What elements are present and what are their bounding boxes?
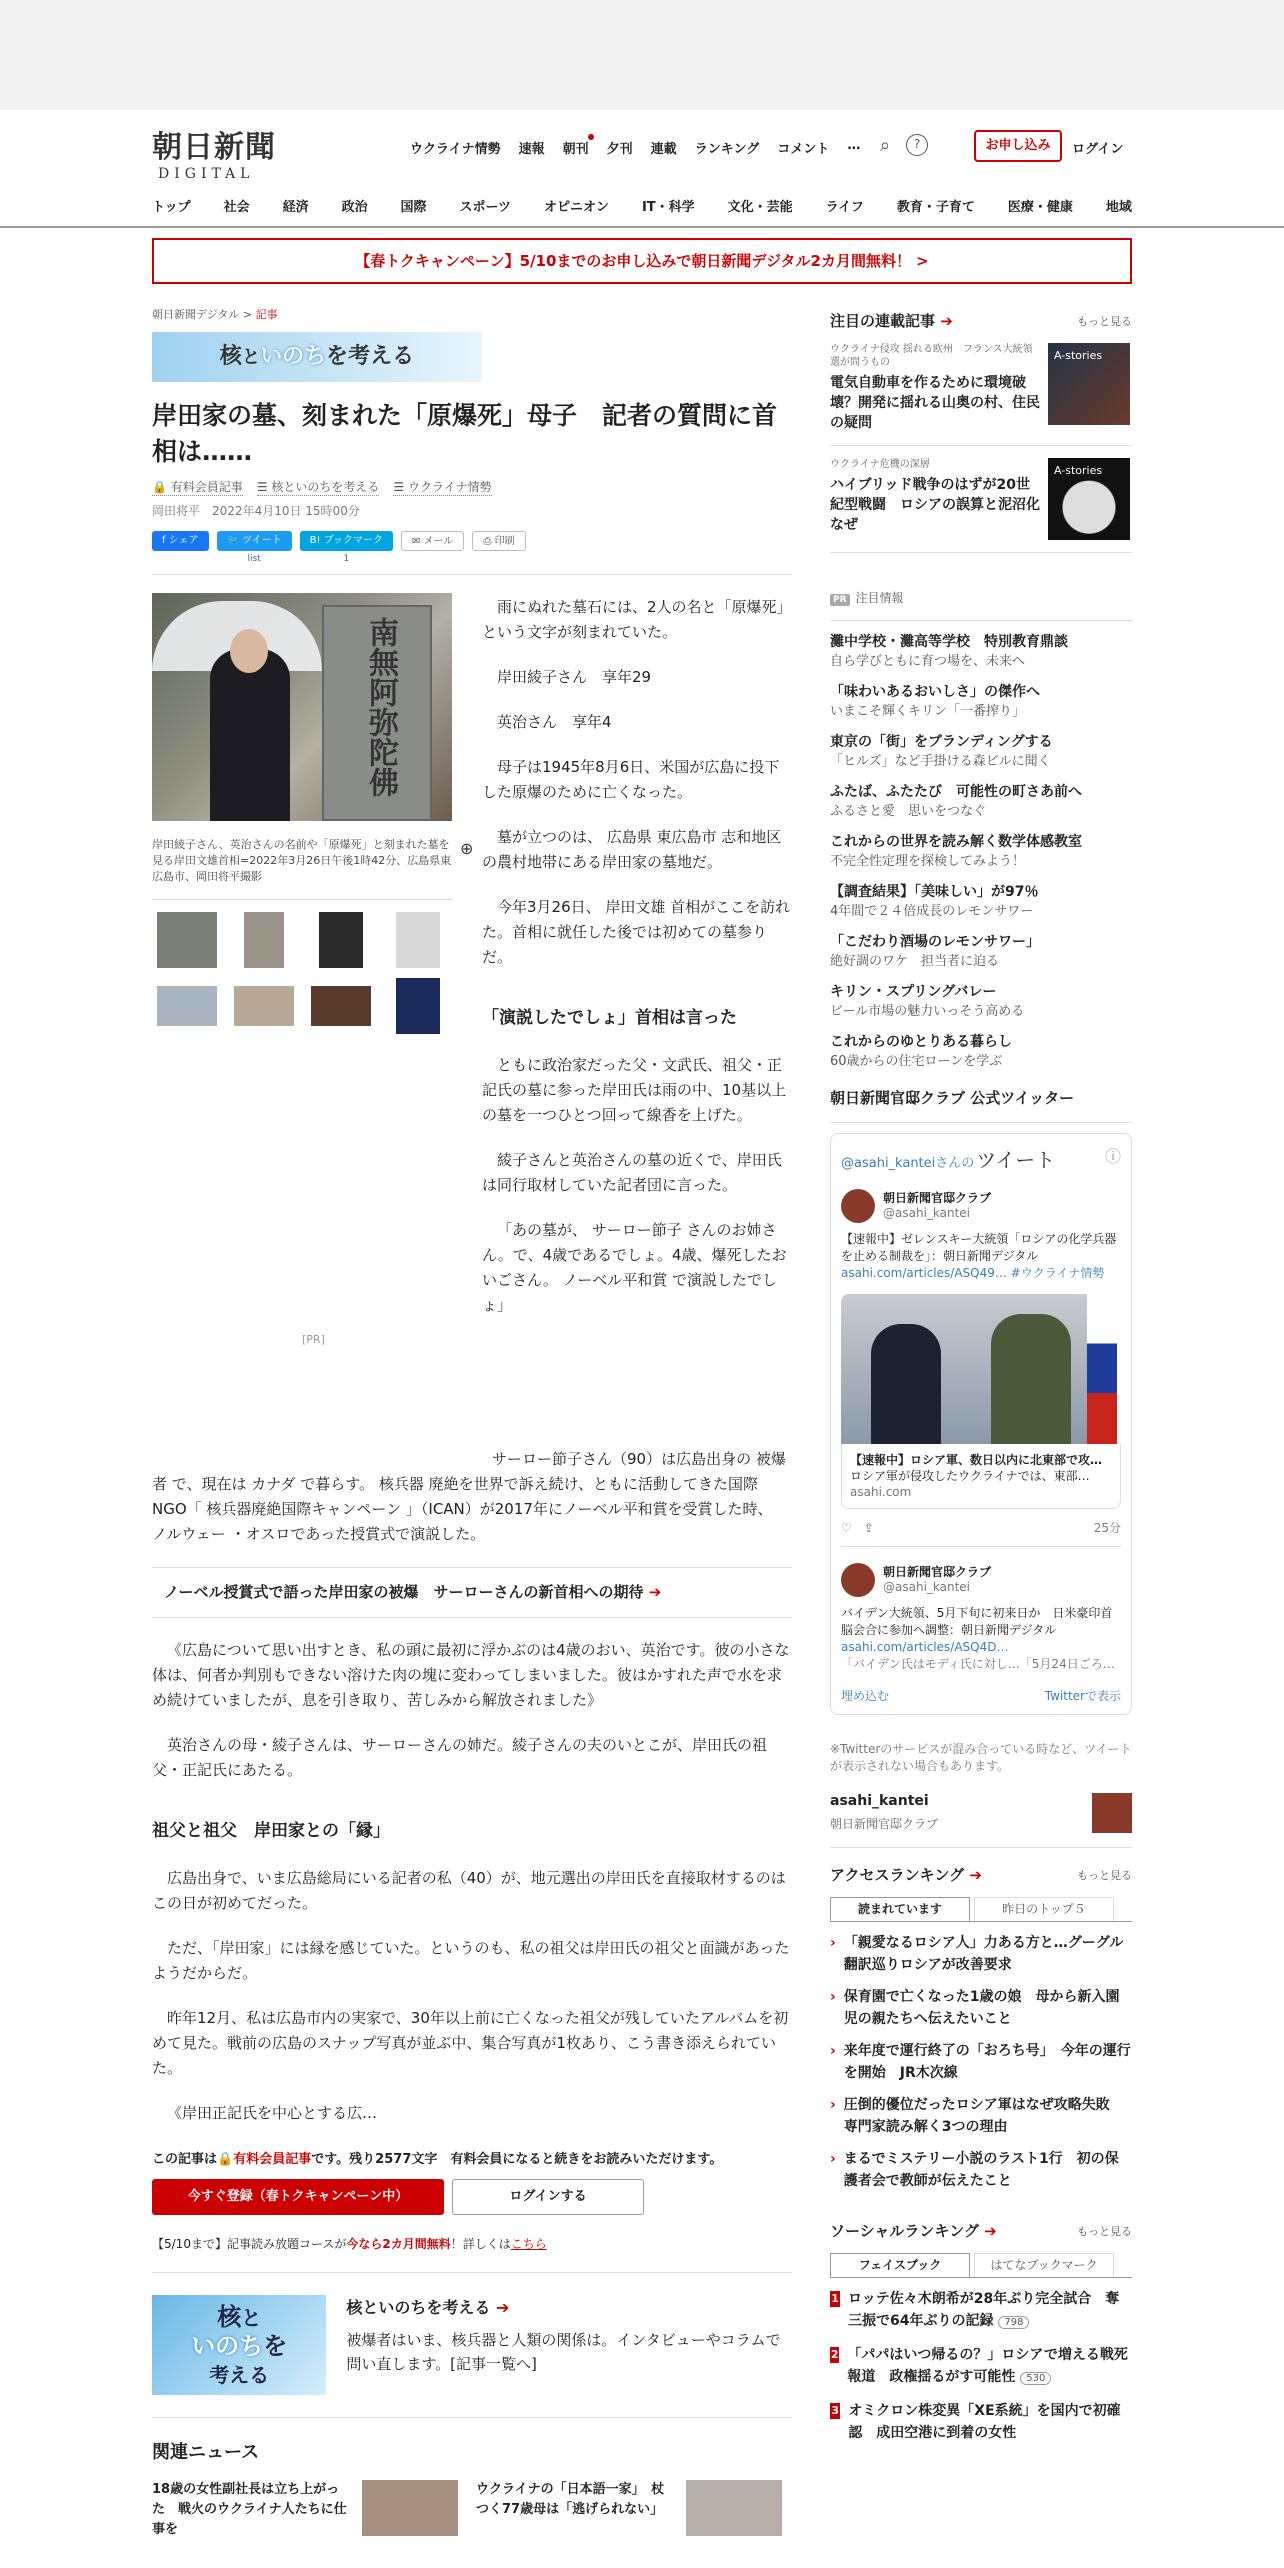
pr-notice-item[interactable]: 「こだわり酒場のレモンサワー」 絶好調のワケ 担当者に迫る [830,934,1040,969]
ranking-item[interactable]: › 「親愛なるロシア人」力ある方と…グーグル翻訳巡りロシアが改善要求 [830,1932,1132,1976]
chevron-right-icon: › [830,1935,836,1951]
photo-thumbnails [152,899,452,1034]
person-shape [991,1314,1071,1444]
hatena-bookmark-button[interactable]: B! ブックマーク [300,531,393,551]
breadcrumb-category[interactable]: 記事 [255,308,278,321]
pr-notice-item[interactable]: 灘中学校・灘高等学校 特別教育鼎談 自ら学びともに育つ場を、未来へ [830,634,1068,669]
article-body [152,1447,792,2126]
more-link[interactable]: もっと見る [1077,1868,1132,1882]
nav-top[interactable]: トップ [152,200,191,215]
paragraph: 昨年12月、私は広島市内の実家で、30年以上前に亡くなった祖父が残していたアルバムを初めて見た。戦前の広島のスナップ写真が並ぶ中、集合写真が1枚あり、こう書き添えられていた。 [152,2009,789,2077]
tag-ukraine[interactable]: ☰ ウクライナ情勢 [393,480,492,494]
login-link[interactable]: ログイン [1072,142,1124,157]
tab-facebook[interactable]: フェイスブック [830,2253,970,2277]
twitter-timeline [830,1133,1132,1715]
article-main [152,300,792,2540]
section-heading: 祖父と祖父 岸田家との「縁」 [152,1821,390,1841]
more-link[interactable]: もっと見る [1077,314,1132,328]
topnav-series[interactable]: 連載 [650,142,677,157]
asahi-logo[interactable]: 朝日新聞 DIGITAL [152,130,276,182]
campaign-banner[interactable]: 【春トクキャンペーン】5/10までのお申し込みで朝日新聞デジタル2カ月間無料！ > [152,238,1132,284]
view-on-twitter-link[interactable]: Twitterで表示 [1044,1689,1121,1703]
pr-notice-item[interactable]: 東京の「街」をブランディングする 「ヒルズ」など手掛ける森ビルに聞く [830,734,1053,769]
campaign-note: 【5/10まで】記事読み放題コースが今なら2カ月間無料！詳しくはこちら [152,2235,792,2273]
paragraph: 《岸田正記氏を中心とする広… [167,2104,378,2122]
series-promo-desc: 被爆者はいま、核兵器と人類の関係は。インタビューやコラムで問い直します。[記事一覧へ] [346,2331,781,2373]
print-button[interactable]: ⎙ 印刷 [472,531,525,551]
avatar [841,1189,875,1223]
face-shape [230,629,268,673]
ranking-item[interactable]: › 保育園で亡くなった1歳の娘 母から新入園児の親たちへ伝えたいこと [830,1986,1132,2030]
nav-politics[interactable]: 政治 [341,200,368,215]
info-icon[interactable]: ⓘ [1104,1147,1121,1166]
social-ranking-tabs [830,2253,1132,2278]
tab-most-read[interactable]: 読まれています [830,1897,970,1921]
featured-series-title[interactable]: 注目の連載記事 ➔ [830,310,953,331]
nav-health[interactable]: 医療・健康 [1007,200,1073,215]
tweet-card[interactable]: 【速報中】ロシア軍、数日以内に北東部で攻… ロシア軍が侵攻したウクライナでは、東部… asahi.com [841,1444,1121,1509]
chevron-right-icon: › [830,1989,836,2005]
access-ranking-tabs [830,1897,1132,1922]
nav-it-science[interactable]: IT・科学 [641,200,695,215]
section-heading: 「演説したでしょ」首相は言った [482,1008,737,1028]
paragraph: ともに政治家だった父・文武氏、祖父・正記氏の墓に参った岸田氏は雨の中、10基以上の墓を一つひとつ回って線香を上げた。 [482,1056,787,1124]
zoom-icon[interactable]: ⊕ [460,839,474,858]
byline [152,502,792,519]
tweet-author[interactable]: 朝日新聞官邸クラブ @asahi_kantei [841,1189,1121,1223]
publish-date: 2022年4月10日 15時00分 [212,504,360,518]
rank-number: 3 [831,2404,839,2417]
tweet-text: バイデン大統領、5月下旬に初来日か 日米豪印首脳会合に参加へ調整：朝日新聞デジタル asahi.com/articles/ASQ4D… 「バイデン氏はモディ氏に対し…「5月24日ごろ… [841,1606,1115,1671]
subscribe-button[interactable]: お申し込み [974,130,1062,162]
avatar [1092,1793,1132,1833]
tweet-link[interactable]: asahi.com/articles/ASQ4D… [841,1640,1009,1654]
paragraph: 広島出身で、いま広島総局にいる記者の私（40）が、地元選出の岸田氏を直接取材するのはこの日が初めてだった。 [152,1869,786,1912]
thumbnail[interactable] [319,912,363,968]
nav-region[interactable]: 地域 [1105,200,1132,215]
topnav-ranking[interactable]: ランキング [694,142,760,157]
member-article-label[interactable]: 🔒有料会員記事 [217,2152,312,2167]
related-news-item[interactable]: ウクライナの「日本語一家」 杖つく77歳母は「逃げられない」 [476,2480,786,2540]
access-ranking-title[interactable]: アクセスランキング ➔ [830,1864,982,1885]
author[interactable]: 岡田将平 [152,504,201,518]
thumbnail[interactable] [157,912,217,968]
site-header [0,110,1284,228]
article-tags [152,478,792,496]
share-count: 530 [1020,2372,1051,2385]
main-nav [152,196,1132,215]
top-nav [410,138,860,157]
pr-notice-item[interactable]: 【調査結果】「美味しい」が97％ 4年間で２４倍成長のレモンサワー [830,884,1039,919]
series-banner[interactable]: 核といのちを考える [152,332,482,382]
rank-number: 2 [830,2348,839,2361]
series-promo-image[interactable]: 核と いのちを 考える [152,2295,326,2395]
nav-education[interactable]: 教育・子育て [896,200,975,215]
more-link[interactable]: もっと見る [1077,2224,1132,2238]
thumbnail[interactable] [311,986,371,1026]
tweet-author[interactable]: 朝日新聞官邸クラブ @asahi_kantei [841,1563,1121,1597]
thumbnail[interactable] [234,986,294,1026]
nav-society[interactable]: 社会 [223,200,250,215]
series-promo [152,2295,792,2418]
top-ad-space [0,0,1284,110]
twitter-section-title: 朝日新聞官邸クラブ 公式ツイッター [830,1087,1132,1123]
related-news-thumb [362,2480,458,2536]
paragraph: 英治さん 享年4 [497,713,612,731]
share-bar [152,531,792,564]
series-promo-title[interactable]: 核といのちを考える ➔ [346,2295,792,2318]
nav-economy[interactable]: 経済 [282,200,309,215]
related-news-item[interactable]: 18歳の女性副社長は立ち上がった 戦火のウクライナ人たちに仕事を [152,2480,462,2540]
photo-caption: 岸田綾子さん、英治さんの名前や「原爆死」と刻まれた墓を見る岸田文雄首相=2022年3月26日午後1時42分、広島県東広島市、岡田将平撮影 [152,838,452,883]
lead-photo[interactable] [152,593,452,821]
pr-notice-list [830,621,1132,1071]
ranking-item[interactable]: 2 「パパはいつ帰るの？」ロシアで増える戦死報道 政権揺るがす可能性 530 [830,2347,1128,2385]
thumbnail[interactable] [244,912,284,968]
paragraph: 雨にぬれた墓石には、2人の名と「原爆死」という文字が刻まれていた。 [482,598,792,641]
chevron-right-icon: › [830,2097,836,2113]
pr-notice-item[interactable]: これからのゆとりある暮らし 60歳からの住宅ローンを学ぶ [830,1034,1012,1069]
nav-international[interactable]: 国際 [400,200,427,215]
person-shape [871,1324,941,1444]
pr-notice-item[interactable]: ふたば、ふたたび 可能性の町さあ前へ ふるさと愛 思いをつなぐ [830,784,1082,819]
chevron-right-icon: › [830,2043,836,2059]
article-lead-area [152,575,792,1475]
related-news-thumb [686,2480,782,2536]
topnav-comment[interactable]: コメント [777,142,830,157]
ranking-item[interactable]: 3 オミクロン株変異「XE系統」を国内で初確認 成田空港に到着の女性 [831,2403,1121,2441]
paragraph: 英治さんの母・綾子さんは、サーローさんの姉だ。綾子さんの夫のいとこが、岸田氏の祖父・正記氏にあたる。 [152,1736,768,1779]
person-shape [210,649,290,821]
topnav-evening[interactable]: 夕刊 [606,142,633,157]
thumbnail[interactable] [157,986,217,1026]
details-link[interactable]: こちら [510,2237,547,2251]
tweet-actions [841,1509,1121,1547]
topnav-breaking[interactable]: 速報 [518,142,545,157]
ranking-item[interactable]: › まるでミステリー小説のラスト1行 初の保護者会で教師が伝えたこと [830,2148,1132,2192]
paragraph: 《広島について思い出すとき、私の頭に最初に浮かぶのは4歳のおい、英治です。彼の小さな体は、何者か判別もできない溶けた肉の塊に変わってしまいました。彼はかすれた声で水を求め続けていましたが、息を引き取り、苦しみから解放されました》 [152,1641,790,1709]
nav-culture[interactable]: 文化・芸能 [727,200,793,215]
tag-series[interactable]: ☰ 核といのちを考える [256,480,380,494]
access-ranking-header [830,1864,1132,1885]
topnav-morning[interactable]: 朝刊 [563,138,589,157]
gravestone-shape: 南無阿弥陀佛 [322,605,432,821]
tab-hatena[interactable]: はてなブックマーク [974,2253,1114,2277]
paragraph: 綾子さんと英治さんの墓の近くで、岸田氏は同行取材していた記者団に言った。 [482,1151,782,1194]
more-icon[interactable]: … [847,138,861,153]
flag-shape [1087,1294,1117,1444]
related-news-row [152,2480,792,2540]
help-icon[interactable]: ? [906,134,928,156]
share-icon[interactable]: ⇪ [863,1521,874,1535]
share-count: 798 [998,2316,1029,2329]
timeline-footer [841,1687,1121,1704]
related-news-title: 関連ニュース [152,2442,260,2463]
pr-notice-item[interactable]: キリン・スプリングバレー ビール市場の魅力いっそう高める [830,984,1025,1019]
tweet-link[interactable]: asahi.com/articles/ASQ49… #ウクライナ情勢 [841,1266,1105,1280]
series-promo-text [346,2295,792,2395]
lead-text [482,595,792,1338]
paragraph: 墓が立つのは、 広島県 東広島市 志和地区の農村地帯にある岸田家の墓地だ。 [482,828,782,871]
series-card-image: A-stories [1048,458,1130,540]
timeline-header[interactable]: @asahi_kanteiさんの ツイート [841,1148,1056,1172]
pr-notice-header: PR 注目情報 [830,589,1132,621]
tweet-count[interactable]: list [247,554,261,564]
paywall-message: この記事は🔒有料会員記事です。残り2577文字 有料会員になると続きをお読みいただけます。 [152,2152,723,2167]
paywall-buttons [152,2179,792,2215]
paragraph: ただ、「岸田家」には縁を感じていた。というのも、私の祖父は岸田氏の祖父と面識があったようだからだ。 [152,1939,790,1982]
paragraph: 今年3月26日、 岸田文雄 首相がここを訪れた。首相に就任した後では初めての墓参りだ。 [482,898,791,966]
tweet-text: 【速報中】ゼレンスキー大統領「ロシアの化学兵器を止める制裁を」：朝日新聞デジタル asahi.com/articles/ASQ49… #ウクライナ情勢 [841,1232,1117,1280]
article-title: 岸田家の墓、刻まれた「原爆死」母子 記者の質問に首相は…… [152,401,778,466]
social-ranking-header [830,2220,1132,2241]
paragraph: 「あの墓が、 サーロー節子 さんのお姉さん。で、4歳であるでしょ。4歳、爆死したおいごさん。 ノーベル平和賞 で演説したでしょ」 [482,1221,787,1314]
topnav-ukraine[interactable]: ウクライナ情勢 [410,142,501,157]
ranking-item[interactable]: › 圧倒的優位だったロシア軍はなぜ攻略失敗 専門家読み解く3つの理由 [830,2094,1132,2138]
tweet-time[interactable]: 25分 [1093,1521,1121,1535]
mail-button[interactable]: ✉ メール [401,531,464,551]
search-icon[interactable]: ⌕ [880,134,891,156]
facebook-share-button[interactable]: f シェア [152,531,209,551]
paragraph: サーロー節子さん（90）は広島出身の 被爆者 で、現在は カナダ で暮らす。 核兵器 廃絶を世界で訴え続け、ともに活動してきた国際NGO「 核兵器廃絶国際キャンペーン 」（ICAN）が2017年にノーベル平和賞を受賞した時、 ノルウェー ・オスロであった授賞式で演説した。 [152,1450,786,1543]
related-news [152,2438,792,2540]
chevron-right-icon: › [830,2151,836,2167]
pr-notice-item[interactable]: これからの世界を読み解く数学体感教室 不完全性定理を探検してみよう！ [830,834,1082,869]
nav-life[interactable]: ライフ [825,200,864,215]
tab-yesterday-top5[interactable]: 昨日のトップ５ [974,1897,1114,1921]
tweet-image[interactable] [841,1294,1117,1444]
header-icons [880,134,928,156]
twitter-note: ※Twitterのサービスが混み合っている時など、ツイートが表示されない場合もあります。 [830,1742,1132,1773]
ranking-item[interactable]: › 来年度で運行終了の「おろち号」 今年の運行を開始 JR木次線 [830,2040,1132,2084]
paragraph: 岸田綾子さん 享年29 [497,668,652,686]
series-card[interactable]: ウクライナ侵攻 揺れる欧州 フランス大統領選が問うもの 電気自動車を作るために環境破壊？開発に揺れる山奥の村、住民の疑問 A-stories [830,331,1132,446]
nav-opinion[interactable]: オピニオン [543,200,609,215]
avatar [841,1563,875,1597]
thumbnail[interactable] [396,912,440,968]
breadcrumb-home[interactable]: 朝日新聞デジタル [152,308,240,321]
thumbnail[interactable] [396,978,440,1034]
bookmark-count[interactable]: 1 [343,554,350,564]
series-card[interactable]: ウクライナ危機の深層 ハイブリッド戦争のはずが20世紀型戦闘 ロシアの誤算と泥沼化なぜ A-stories [830,446,1132,553]
series-card-image: A-stories [1048,343,1130,425]
new-dot-icon [588,134,594,140]
pr-label: [PR] [302,1333,325,1346]
pr-badge: PR [830,594,850,606]
lead-figure [152,593,452,1034]
register-button[interactable]: 今すぐ登録（春トクキャンペーン中） [152,2179,444,2215]
social-ranking-title[interactable]: ソーシャルランキング ➔ [830,2220,997,2241]
paragraph: 母子は1945年8月6日、米国が広島に投下した原爆のために亡くなった。 [482,758,780,801]
like-icon[interactable]: ♡ [841,1521,852,1535]
kantei-account[interactable]: asahi_kantei 朝日新聞官邸クラブ [830,1793,1132,1848]
tag-member[interactable]: 🔒 有料会員記事 [152,480,243,494]
nav-sports[interactable]: スポーツ [459,200,512,215]
pr-notice-item[interactable]: 「味わいあるおいしさ」の傑作へ いまこそ輝くキリン「一番搾り」 [830,684,1040,719]
tweet-button[interactable]: 🐦 ツイート [217,531,292,551]
rank-number: 1 [831,2292,839,2305]
login-button[interactable]: ログインする [452,2179,644,2215]
featured-series-header [830,310,1132,331]
breadcrumb: 朝日新聞デジタル > 記事 [152,308,278,321]
sidebar [830,300,1132,2444]
related-article-link[interactable]: ノーベル授賞式で語った岸田家の被爆 サーローさんの新首相への期待 ➔ [152,1567,792,1618]
ranking-item[interactable]: 1 ロッテ佐々木朗希が28年ぶり完全試合 奪三振で64年ぶりの記録 798 [831,2291,1120,2329]
embed-link[interactable]: 埋め込む [841,1689,890,1703]
